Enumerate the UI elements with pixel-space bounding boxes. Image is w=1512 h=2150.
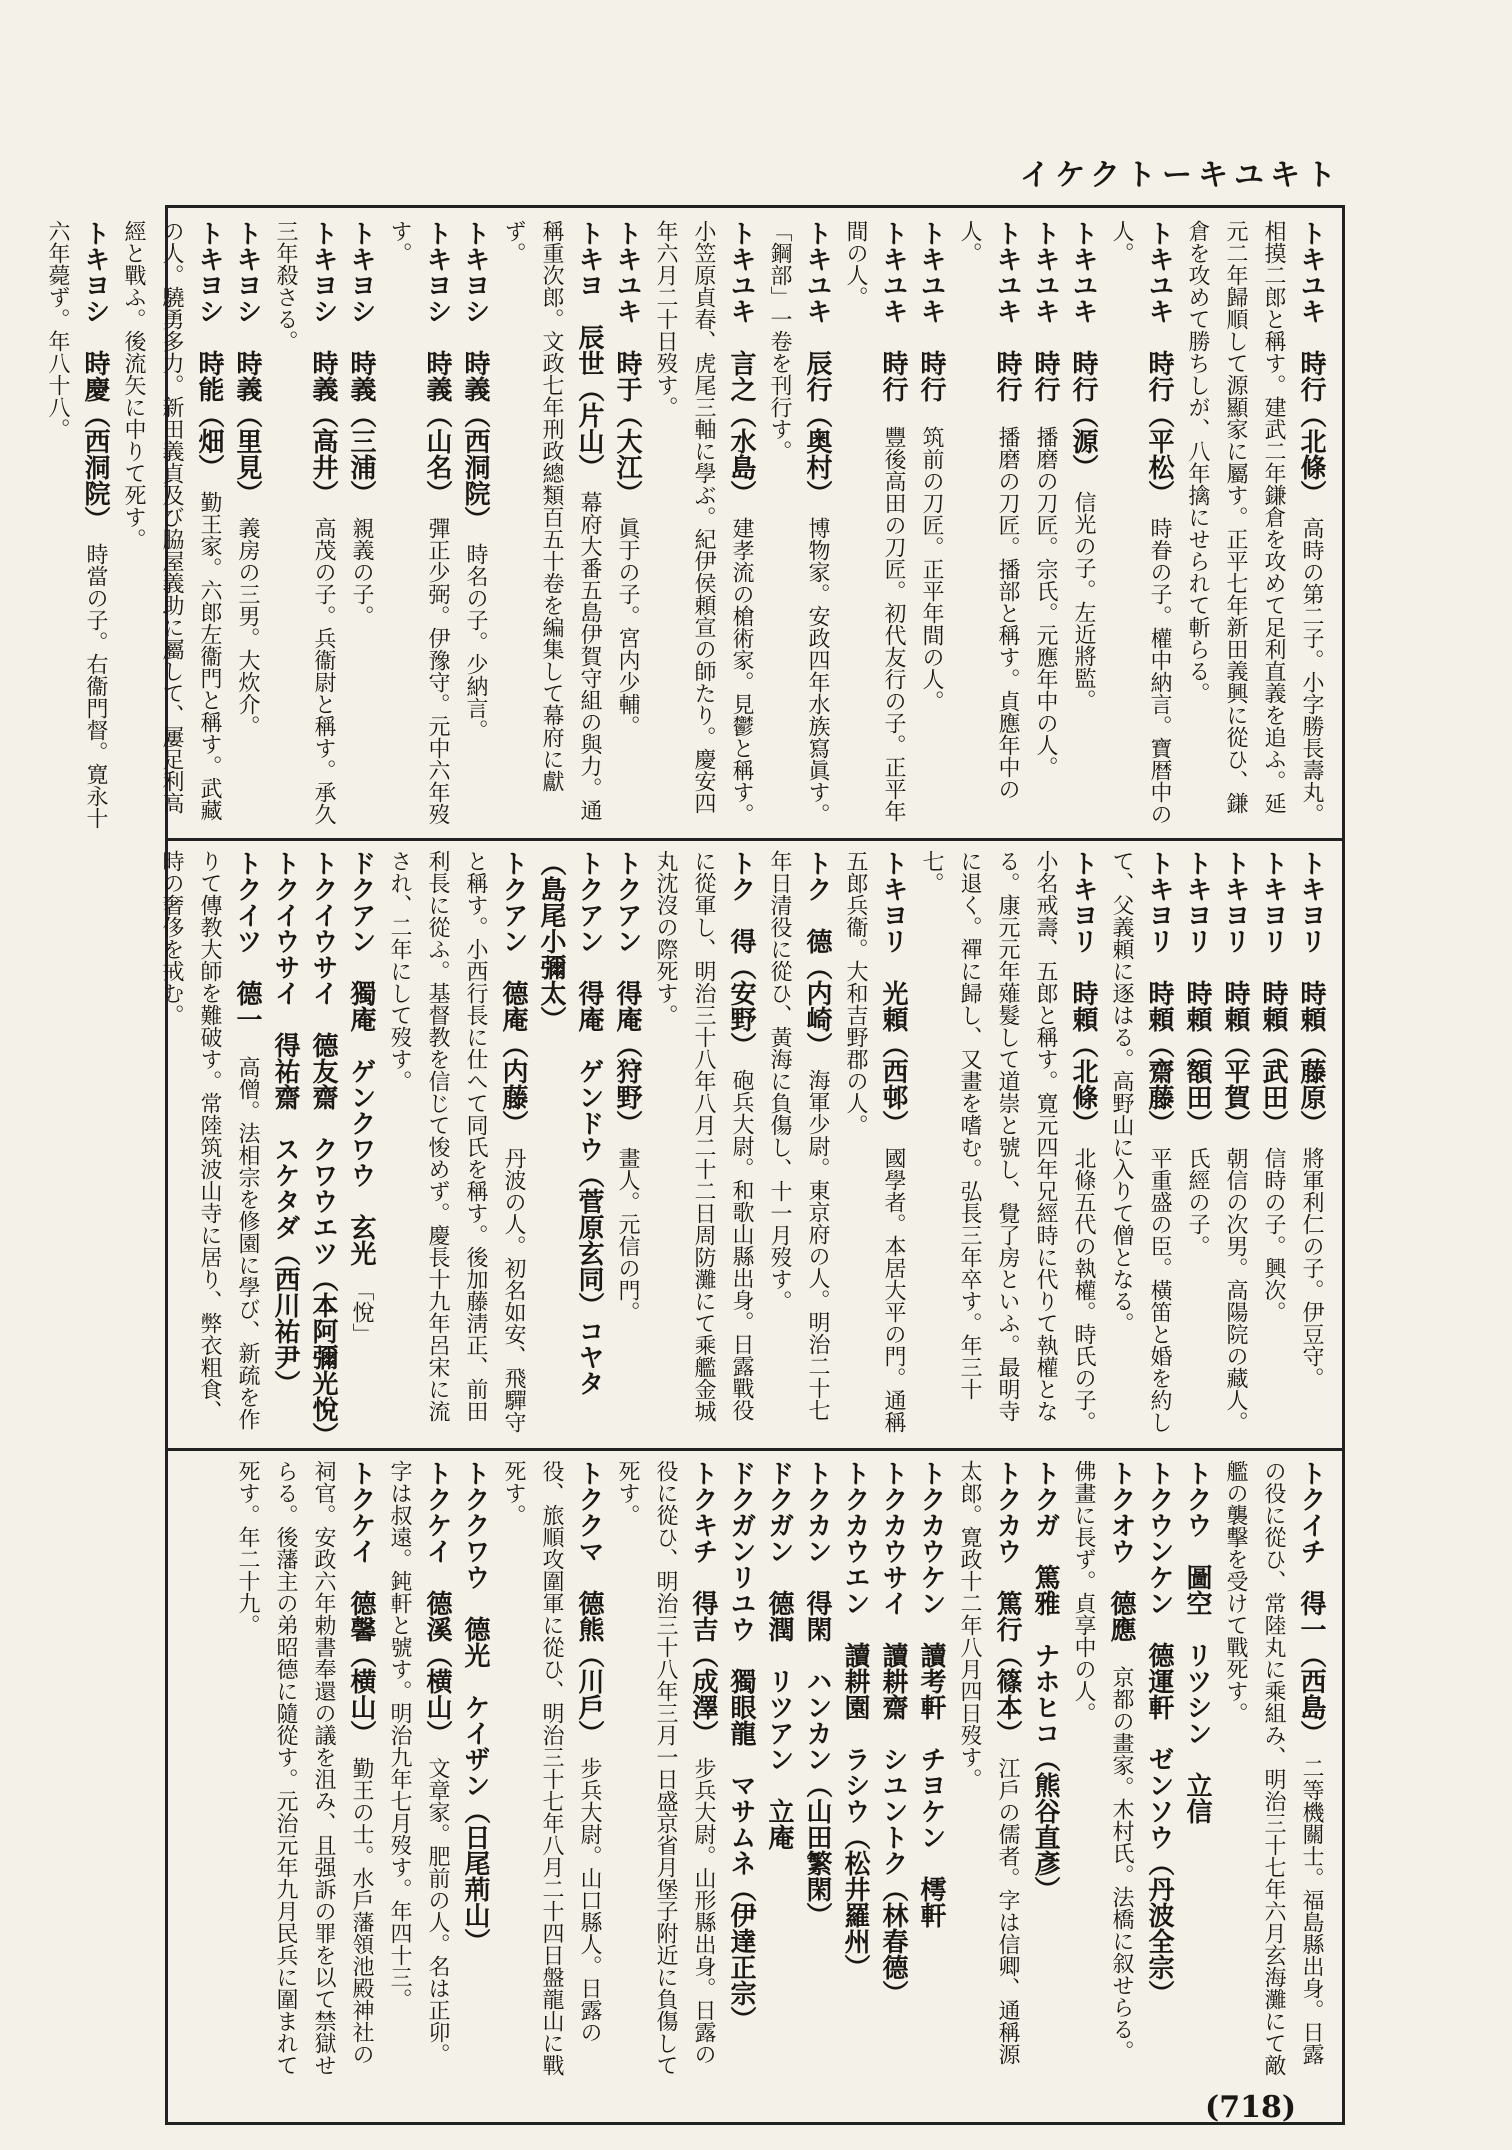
entry-headword: トクアン 德庵（内藤） (498, 850, 528, 1123)
dictionary-entry (380, 1460, 456, 2080)
dictionary-entry (1254, 850, 1292, 1440)
entry-headword: トキヨリ 時頼（武田） (1258, 850, 1288, 1123)
dictionary-entry (608, 850, 646, 1440)
entry-definition: 豐後高田の刀匠。初代友行の子。正平年間の人。 (843, 220, 906, 822)
dictionary-entry (912, 220, 950, 830)
dictionary-entry (760, 220, 836, 830)
dictionary-entry (1026, 1460, 1064, 2080)
dictionary-entry (1216, 1460, 1330, 2080)
entry-definition: 筑前の刀匠。正平年間の人。 (919, 426, 944, 712)
entry-headword: ドクアン 獨庵 ゲンクワウ 玄光 (346, 850, 376, 1266)
section-divider-1 (168, 838, 1342, 841)
dictionary-entry (456, 1460, 494, 2080)
entry-headword: トキヨシ 時能（畑） (194, 220, 224, 467)
entry-definition: 「悅」 (349, 1290, 374, 1345)
entry-headword: トクガ 篤雅 ナホヒコ（熊谷直彥） (1030, 1460, 1060, 1889)
entry-definition: 北條五代の執權。時氏の子。小名戒壽、五郎と稱す。寛元四年兄經時に代りて執權となる。康元元年薙髮して道崇と號し、覺了房といふ。最明寺に退く。禪に歸し、又畫を嗜む。弘長三年卒す。年三十七。 (919, 850, 1096, 1433)
entry-headword: トク 德（内崎） (802, 850, 832, 1045)
entry-headword: トク 得（安野） (726, 850, 756, 1045)
entry-definition: 眞于の子。宮内少輔。 (615, 517, 640, 737)
entry-definition: 朝信の次男。高陽院の藏人。 (1223, 1147, 1248, 1433)
running-header: イケクトーキユキト (1019, 158, 1342, 193)
dictionary-entry (760, 1460, 798, 2080)
dictionary-entry (532, 850, 608, 1440)
dictionary-section-1 (45, 220, 1330, 830)
dictionary-entry (1292, 850, 1330, 1440)
entry-definition: 建孝流の槍術家。見鬱と稱す。小笠原貞春、虎尾三軸に學ぶ。紀伊侯頼宣の師たり。慶安四年六月二十日歿す。 (653, 220, 754, 825)
dictionary-entry (646, 220, 760, 830)
entry-definition: 勤王家。六郎左衞門と稱す。武藏の人。驍勇多力。新田義貞及び脇屋義助に屬して、屢足利高經と戰ふ。後流矢に中りて死す。 (121, 220, 222, 821)
dictionary-entry (1026, 220, 1064, 830)
entry-headword: トクアン 得庵（狩野） (612, 850, 642, 1123)
entry-definition: 高茂の子。兵衞尉と稱す。承久三年殺さる。 (273, 220, 336, 825)
dictionary-entry (1178, 220, 1330, 830)
dictionary-entry (1102, 850, 1178, 1440)
dictionary-entry (380, 850, 532, 1440)
entry-headword: トキユキ 時行（北條） (1296, 220, 1326, 493)
entry-definition: 畫人。元信の門。 (615, 1147, 640, 1323)
dictionary-entry (1064, 1460, 1140, 2080)
dictionary-entry (836, 220, 912, 830)
entry-headword: トキヨリ 時頼（北條） (1068, 850, 1098, 1123)
entry-headword: トキユキ 時行（源） (1068, 220, 1098, 467)
dictionary-entry (114, 220, 228, 830)
dictionary-entry (304, 850, 342, 1440)
dictionary-entry (342, 220, 380, 830)
entry-definition: 江戶の儒者。字は信卿、通稱源太郎。寛政十二年八月四日歿す。 (957, 1460, 1020, 2065)
entry-headword: トキヨシ 時慶（西洞院） (80, 220, 110, 519)
dictionary-entry (1216, 850, 1254, 1440)
entry-definition: 博物家。安政四年水族寫眞す。「鋼部」一卷を刊行す。 (767, 220, 830, 825)
dictionary-entry (950, 220, 1026, 830)
entry-headword: トクカウサイ 讀耕齋 シユントク（林春德） (878, 1460, 908, 1993)
entry-headword: トクオウ 德應 (1106, 1460, 1136, 1642)
entry-headword: トクカン 得閑 ハンカン（山田繁閑） (802, 1460, 832, 1915)
dictionary-entry (608, 1460, 722, 2080)
entry-definition: 國學者。本居大平の門。通稱五郎兵衞。大和吉野郡の人。 (843, 850, 906, 1433)
entry-definition: 步兵大尉。山形縣出身。日露の役に從ひ、明治三十八年三月一日盛京省月堡子附近に負傷して死す。 (615, 1460, 716, 2076)
entry-headword: トキユキ 時行 (916, 220, 946, 402)
dictionary-section-2 (159, 850, 1330, 1440)
entry-definition: 勤王の士。水戶藩領池殿神社の祠官。安政六年勅書奉還の議を沮み、且强訴の罪を以て禁獄せらる。後藩主の弟昭德に隨從す。元治元年九月民兵に圍まれて死す。年二十九。 (235, 1460, 374, 2076)
entry-headword: トクイチ 得一（西島） (1296, 1460, 1326, 1733)
entry-definition: 京都の畫家。木村氏。法橋に叙せらる。佛畫に長ず。貞享中の人。 (1071, 1460, 1134, 2062)
entry-headword: トキユキ 辰行（奥村） (802, 220, 832, 493)
entry-headword: トキヨシ 時義（里見） (232, 220, 262, 493)
entry-definition: 義房の三男。大炊介。 (235, 517, 260, 737)
dictionary-entry (380, 220, 456, 830)
dictionary-entry (1064, 220, 1102, 830)
dictionary-entry (1140, 1460, 1178, 2080)
entry-definition: 文章家。肥前の人。名は正卯。字は叔遠。鈍軒と號す。明治九年七月歿す。年四十三。 (387, 1460, 450, 2065)
dictionary-entry (1102, 220, 1178, 830)
entry-headword: トクキチ 得吉（成澤） (688, 1460, 718, 1733)
entry-headword: トクアン 得庵 ゲンドウ（菅原玄同）コヤタ（島尾小彌太） (536, 850, 604, 1396)
entry-headword: トキヨシ 時義（高井） (308, 220, 338, 493)
entry-headword: トキヨリ 光頼（西邨） (878, 850, 908, 1123)
entry-headword: トキヨシ 時義（西洞院） (460, 220, 490, 519)
dictionary-entry (152, 850, 266, 1440)
dictionary-entry (494, 220, 608, 830)
entry-headword: トククワウ 德光 ケイザン（日尾荊山） (460, 1460, 490, 1941)
dictionary-entry (798, 1460, 836, 2080)
entry-definition: 平重盛の臣。橫笛と婚を約して、父義頼に逐はる。高野山に入りて僧となる。 (1109, 850, 1172, 1433)
dictionary-entry (38, 220, 114, 830)
entry-headword: トキユキ 時行（平松） (1144, 220, 1174, 493)
entry-headword: トキヨリ 時頼（額田） (1182, 850, 1212, 1123)
entry-headword: ドクガン 德潤 リツアン 立庵 (764, 1460, 794, 1850)
entry-headword: トキヨリ 時頼（藤原） (1296, 850, 1326, 1123)
dictionary-entry (912, 850, 1102, 1440)
entry-headword: トクカウ 篤行（篠本） (992, 1460, 1022, 1733)
page-number: (718) (1205, 2090, 1297, 2125)
entry-headword: トククマ 德熊（川戶） (574, 1460, 604, 1733)
entry-headword: トキユキ 時行 (992, 220, 1022, 402)
entry-definition: 時眷の子。權中納言。寶暦中の人。 (1109, 220, 1172, 825)
dictionary-entry (646, 850, 760, 1440)
entry-headword: トキヨリ 時頼（齋藤） (1144, 850, 1174, 1123)
entry-definition: 氏經の子。 (1185, 1147, 1210, 1257)
dictionary-entry (494, 1460, 608, 2080)
entry-definition: 時當の子。右衞門督。寛永十六年薨ず。年八十八。 (45, 220, 108, 829)
entry-definition: 將軍利仁の子。伊豆守。 (1299, 1147, 1324, 1389)
dictionary-entry (760, 850, 836, 1440)
entry-definition: 步兵大尉。山口縣人。日露の役、旅順攻圍軍に從ひ、明治三十七年八月二十四日盤龍山に戰死す。 (501, 1460, 602, 2076)
dictionary-entry (836, 1460, 874, 2080)
entry-headword: ドクガンリユウ 獨眼龍 マサムネ（伊達正宗） (726, 1460, 756, 2019)
entry-headword: トキヨ 辰世（片山） (574, 220, 604, 467)
dictionary-entry (342, 850, 380, 1440)
entry-headword: トクケイ 德溪（横山） (422, 1460, 452, 1733)
entry-definition: 親義の子。 (349, 517, 374, 627)
dictionary-entry (950, 1460, 1026, 2080)
dictionary-entry (836, 850, 912, 1440)
entry-headword: トキヨシ 時義（山名） (422, 220, 452, 493)
entry-definition: 幕府大番五島伊賀守組の與力。通稱重次郎。文政七年刑政總類百五十卷を編集して幕府に獻ず。 (501, 220, 602, 821)
entry-definition: 時名の子。少納言。 (463, 543, 488, 741)
dictionary-entry (722, 1460, 760, 2080)
dictionary-entry (1178, 1460, 1216, 2080)
entry-headword: トクカウケン 讀考軒 チヨケン 樗軒 (916, 1460, 946, 1928)
entry-definition: 播磨の刀匠。宗氏。元應年中の人。 (1033, 426, 1058, 778)
entry-headword: トキユキ 言之（水島） (726, 220, 756, 493)
entry-definition: 信光の子。左近將監。 (1071, 491, 1096, 711)
dictionary-section-3 (180, 1460, 1330, 2080)
entry-headword: トキヨシ 時義（三浦） (346, 220, 376, 493)
entry-headword: トクウンケン 德運軒 ゼンソウ（丹波全宗） (1144, 1460, 1174, 1993)
entry-definition: 播磨の刀匠。播部と稱す。貞應年中の人。 (957, 220, 1020, 800)
dictionary-entry (266, 220, 342, 830)
entry-headword: トクウ 圖空 リツシン 立信 (1182, 1460, 1212, 1824)
entry-headword: トキユキ 時行 (1030, 220, 1060, 402)
entry-headword: トクイツ 德一 (232, 850, 262, 1032)
entry-definition: 丹波の人。初名如安、飛驒守と稱す。小西行長に仕へて同氏を稱す。後加藤淸正、前田利長に從ふ。基督教を信じて悛めず。慶長十九年呂宋に流され、二年にして歿す。 (387, 850, 526, 1433)
dictionary-entry (266, 850, 304, 1440)
dictionary-entry (228, 220, 266, 830)
entry-definition: 海軍少尉。東京府の人。明治二十七年日清役に從ひ、黃海に負傷し、十一月歿す。 (767, 850, 830, 1421)
entry-headword: トキユキ 時行 (878, 220, 908, 402)
dictionary-entry (608, 220, 646, 830)
section-divider-2 (168, 1448, 1342, 1451)
entry-headword: トクイウサイ 德友齋 クワウエツ（本阿彌光悅） (308, 850, 338, 1435)
entry-headword: トクイウサイ 得祐齋 スケタダ（西川祐尹） (270, 850, 300, 1383)
entry-definition: 信時の子。興次。 (1261, 1147, 1286, 1323)
entry-definition: 二等機關士。福島縣出身。日露の役に從ひ、常陸丸に乘組み、明治三十七年六月玄海灘にて敵艦の襲擊を受けて戰死す。 (1223, 1460, 1324, 2076)
entry-definition: 高僧。法相宗を修園に學び、新疏を作りて傳教大師を難破す。常陸筑波山寺に居り、弊衣粗食、時の奢侈を戒む。 (159, 850, 260, 1430)
entry-definition: 高時の第二子。小字勝長壽丸。相摸二郎と稱す。建武二年鎌倉を攻めて足利直義を追ふ。延元二年歸順して源顯家に屬す。正平七年新田義興に從ひ、鎌倉を攻めて勝ちしが、八年擒にせられて斬らる。 (1185, 220, 1324, 825)
dictionary-entry (1178, 850, 1216, 1440)
dictionary-entry (228, 1460, 380, 2080)
entry-definition: 彈正少弼。伊豫守。元中六年歿す。 (387, 220, 450, 825)
entry-definition: 砲兵大尉。和歌山縣出身。日露戰役に從軍し、明治三十八年八月二十二日周防灘にて乘艦金城丸沈沒の際死す。 (653, 850, 754, 1422)
entry-headword: トクケイ 德馨（横山） (346, 1460, 376, 1733)
entry-headword: トクカウエン 讀耕園 ラシウ（松井羅州） (840, 1460, 870, 1967)
dictionary-entry (456, 220, 494, 830)
entry-headword: トキヨリ 時頼（平賀） (1220, 850, 1250, 1123)
dictionary-entry (912, 1460, 950, 2080)
dictionary-entry (874, 1460, 912, 2080)
entry-headword: トキユキ 時于（大江） (612, 220, 642, 493)
